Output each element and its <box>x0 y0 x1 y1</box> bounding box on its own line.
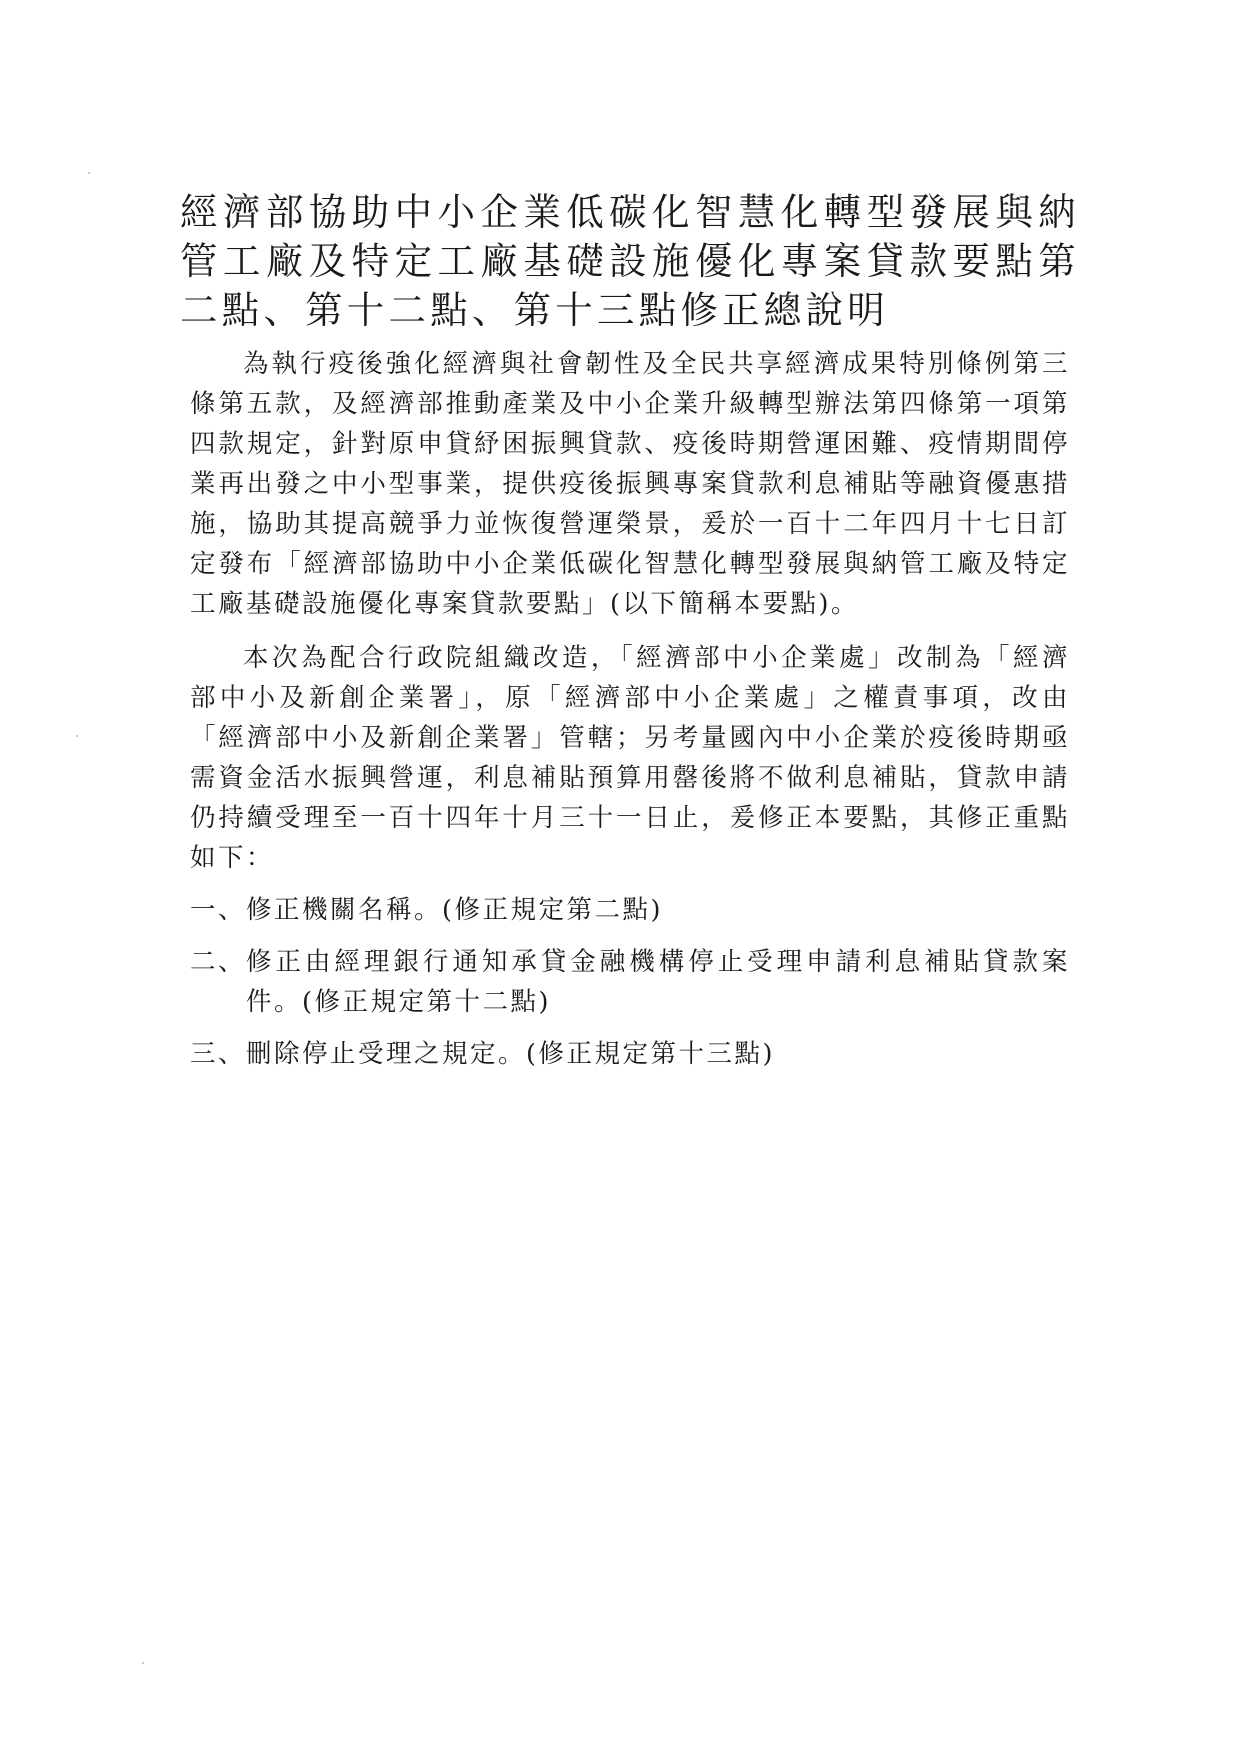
list-item-text: 刪除停止受理之規定。(修正規定第十三點) <box>246 1039 775 1069</box>
amendment-points-list <box>190 890 1070 1074</box>
document-body <box>190 344 1070 1086</box>
scan-speck <box>88 172 90 174</box>
document-title: 經濟部協助中小企業低碳化智慧化轉型發展與納管工廠及特定工廠基礎設施優化專案貸款要點第二點、第十二點、第十三點修正總說明 <box>180 190 1080 332</box>
list-item-number: 一、 <box>190 895 247 925</box>
list-item-number: 二、 <box>190 947 247 977</box>
list-item-text: 修正機關名稱。(修正規定第二點) <box>246 895 663 925</box>
list-item-text: 修正由經理銀行通知承貸金融機構停止受理申請利息補貼貸款案件。(修正規定第十二點) <box>246 947 1070 1017</box>
list-item <box>190 942 1070 1022</box>
scan-speck <box>76 735 78 737</box>
paragraph-amendment-reason: 本次為配合行政院組織改造，「經濟部中小企業處」改制為「經濟部中小及新創企業署」，原「經濟部中小企業處」之權責事項，改由「經濟部中小及新創企業署」管轄；另考量國內中小企業於疫後時期亟需資金活水振興營運，利息補貼預算用罄後將不做利息補貼，貸款申請仍持續受理至一百十四年十月三十一日止，爰修正本要點，其修正重點如下： <box>190 643 1070 873</box>
scan-speck <box>142 1662 144 1664</box>
list-item <box>190 890 1070 930</box>
list-item-number: 三、 <box>190 1039 247 1069</box>
paragraph-background: 為執行疫後強化經濟與社會韌性及全民共享經濟成果特別條例第三條第五款，及經濟部推動產業及中小企業升級轉型辦法第四條第一項第四款規定，針對原申貸紓困振興貸款、疫後時期營運困難、疫情期間停業再出發之中小型事業，提供疫後振興專案貸款利息補貼等融資優惠措施，協助其提高競爭力並恢復營運榮景，爰於一百十二年四月十七日訂定發布「經濟部協助中小企業低碳化智慧化轉型發展與納管工廠及特定工廠基礎設施優化專案貸款要點」(以下簡稱本要點)。 <box>190 349 1070 619</box>
list-item <box>190 1034 1070 1074</box>
